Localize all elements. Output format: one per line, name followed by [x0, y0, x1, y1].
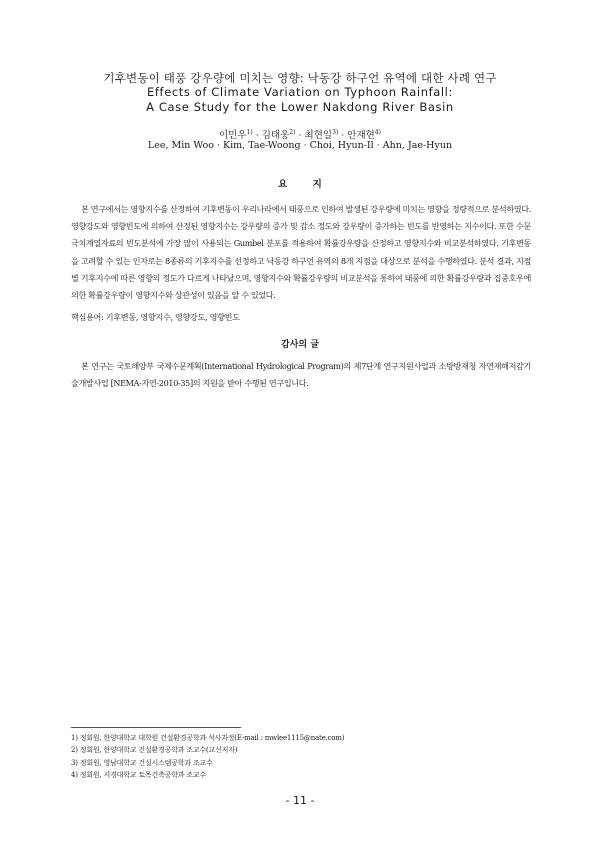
footnote-divider [71, 727, 241, 728]
footnote: 1) 정회원, 한양대학교 대학원 건설환경공학과 석사과정(E-mail : mwlee1115@nate.com) [71, 734, 345, 742]
title-english-line2: A Case Study for the Lower Nakdong River Basin [146, 100, 454, 114]
author-mark: 1) [246, 129, 253, 136]
author-separator: · [252, 130, 262, 141]
authors-english: Lee, Min Woo · Kim, Tae-Woong · Choi, Hyun-Il · Ahn, Jae-Hyun [147, 140, 453, 151]
footnotes [71, 732, 541, 781]
abstract-text: 본 연구에서는 영향지수를 산정하여 기후변동이 우리나라에서 태풍으로 인하여 발생된 강우량에 미치는 영향을 정량적으로 분석하였다. 영향강도와 영향빈도에 의하여 산정된 영향지수는 강우량의 증가 및 감소 정도와 강우량이 증가하는 빈도를 반영하는 지수이다. 또한 수문극치계열자료의 빈도분석에 가장 많이 사용되는 Gumbel 분포를 적용하여 확률강우량을 산정하고 영향지수와 비교분석하였다. 기후변동을 고려할 수 있는 인자로는 8종류의 기후지수를 선정하고 낙동강 하구언 유역의 8개 지점을 대상으로 분석을 수행하였다. 분석 결과, 지점별 기후지수에 따른 영향의 정도가 다르게 나타났으며, 영향지수와 확률강우량의 비교분석을 통하여 태풍에 의한 확률강우량과 집중호우에 의한 확률강우량이 영향지수와 상관성이 있음을 알 수 있었다. [71, 204, 531, 301]
author-name: 최현일 [304, 130, 333, 141]
author-mark: 4) [374, 129, 381, 136]
footnote: 3) 정회원, 영남대학교 건설시스템공학과 조교수 [71, 758, 213, 767]
acknowledgement-heading: 감사의 글 [281, 340, 319, 350]
title-english-line1: Effects of Climate Variation on Typhoon Rainfall: [147, 85, 453, 99]
author-name: 김태웅 [261, 130, 290, 141]
page-number: - 11 - [285, 794, 315, 807]
abstract-body [71, 201, 531, 304]
keywords: 핵심용어: 기후변동, 영향지수, 영향강도, 영향빈도 [71, 312, 240, 322]
title-korean: 기후변동이 태풍 강우량에 미치는 영향: 낙동강 하구언 유역에 대한 사례 연구 [103, 71, 497, 85]
acknowledgement-text: 본 연구는 국토해양부 국제수문계획(International Hydrological Program)의 제7단계 연구지원사업과 소방방재청 자연재해저감기술개발사업 [NEMA-자연-2010-35]의 지원을 받아 수행된 연구입니다. [71, 361, 531, 389]
author-name: 안재현 [347, 130, 375, 141]
acknowledgement-body [71, 358, 531, 392]
author-mark: 2) [289, 129, 296, 136]
authors-korean [0, 127, 600, 141]
author-mark: 3) [332, 129, 339, 136]
author-separator: · [338, 130, 348, 141]
footnote: 4) 정회원, 서경대학교 토목건축공학과 조교수 [71, 770, 207, 779]
abstract-heading: 요 지 [278, 179, 322, 190]
author-separator: · [295, 130, 305, 141]
author-name: 이민우 [219, 130, 247, 141]
footnote: 2) 정회원, 한양대학교 건설환경공학과 조교수(교신저자) [71, 746, 238, 755]
